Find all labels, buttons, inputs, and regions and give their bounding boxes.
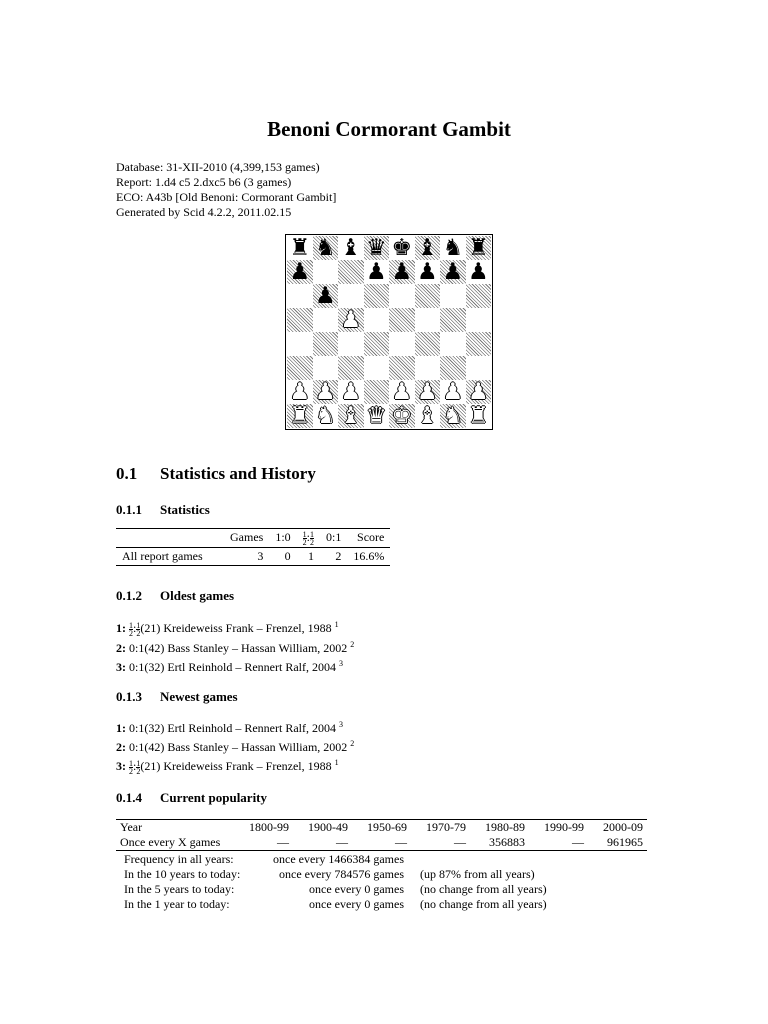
black-pawn-icon: ♟ (365, 258, 387, 285)
board-square (287, 308, 313, 332)
white-pawn-icon: ♟ (340, 378, 362, 405)
subsection-heading-oldest: 0.1.2 Oldest games (116, 588, 235, 603)
white-bishop-icon: ♝ (416, 402, 438, 429)
board-square (338, 356, 364, 380)
board-square (389, 308, 415, 332)
frequency-note: (no change from all years) (420, 897, 547, 911)
board-square (389, 380, 415, 404)
black-pawn-icon: ♟ (314, 282, 336, 309)
game-entry: 1: 0:1(32) Ertl Reinhold – Rennert Ralf, 2004 $^3$ (116, 720, 343, 735)
board-square (313, 284, 339, 308)
frequency-row (116, 897, 556, 912)
white-knight-icon: ♞ (442, 402, 464, 429)
year-cell: 1980-89 (485, 820, 525, 834)
board-square (415, 284, 441, 308)
frequency-value: once every 0 games (309, 882, 404, 896)
board-square (287, 356, 313, 380)
frequency-value: once every 1466384 games (273, 852, 404, 866)
board-square (313, 260, 339, 284)
game-entry: 2: 0:1(42) Bass Stanley – Hassan William, 2002 $^2$ (116, 739, 355, 754)
black-pawn-icon: ♟ (467, 258, 489, 285)
board-square (364, 236, 390, 260)
report-meta (116, 160, 336, 220)
board-square (466, 284, 492, 308)
board-square (364, 380, 390, 404)
board-square (466, 404, 492, 428)
board-square (338, 260, 364, 284)
board-square (338, 404, 364, 428)
board-square (415, 404, 441, 428)
board-square (313, 308, 339, 332)
black-king-icon: ♚ (391, 234, 413, 261)
board-square (389, 236, 415, 260)
board-square (287, 332, 313, 356)
board-square (466, 308, 492, 332)
chess-board (285, 234, 493, 430)
board-square (415, 332, 441, 356)
white-pawn-icon: ♟ (391, 378, 413, 405)
game-entry: 1: $\frac{1}{2}$ : $\frac{1}{2}$ (21) Kreideweiss Frank – Frenzel, 1988 $^1$ (116, 620, 339, 638)
board-square (440, 356, 466, 380)
board-square (389, 356, 415, 380)
white-rook-icon: ♜ (289, 402, 311, 429)
count-cell: — (395, 835, 407, 849)
white-pawn-icon: ♟ (442, 378, 464, 405)
board-square (415, 308, 441, 332)
black-pawn-icon: ♟ (391, 258, 413, 285)
black-bishop-icon: ♝ (340, 234, 362, 261)
board-square (287, 236, 313, 260)
board-square (287, 380, 313, 404)
meta-database: Database: 31-XII-2010 (4,399,153 games) (116, 160, 320, 174)
game-entry: 3: 0:1(32) Ertl Reinhold – Rennert Ralf, 2004 $^3$ (116, 658, 343, 674)
black-bishop-icon: ♝ (416, 234, 438, 261)
board-square (440, 284, 466, 308)
frequency-value: once every 0 games (309, 897, 404, 911)
board-square (466, 332, 492, 356)
oldest-games-list (116, 617, 354, 675)
subsection-heading-popularity: 0.1.4 Current popularity (116, 790, 268, 805)
frequency-note: (no change from all years) (420, 882, 547, 896)
popularity-table (116, 819, 647, 851)
board-square (338, 236, 364, 260)
black-rook-icon: ♜ (467, 234, 489, 261)
white-bishop-icon: ♝ (340, 402, 362, 429)
board-square (440, 308, 466, 332)
white-rook-icon: ♜ (467, 402, 489, 429)
board-square (440, 332, 466, 356)
board-square (287, 260, 313, 284)
board-square (440, 236, 466, 260)
board-square (313, 236, 339, 260)
meta-eco: ECO: A43b [Old Benoni: Cormorant Gambit] (116, 190, 337, 204)
year-cell: 1990-99 (544, 820, 584, 834)
count-cell: — (336, 835, 348, 849)
frequency-label: In the 5 years to today: (124, 882, 235, 896)
black-queen-icon: ♛ (365, 234, 387, 261)
year-cell: 1800-99 (249, 820, 289, 834)
meta-generated: Generated by Scid 4.2.2, 2011.02.15 (116, 205, 292, 219)
frequency-label: In the 10 years to today: (124, 867, 241, 881)
count-cell: 356883 (489, 835, 525, 849)
col-games: Games (224, 529, 269, 548)
board-square (466, 260, 492, 284)
newest-games-list (116, 717, 354, 775)
black-pawn-icon: ♟ (289, 258, 311, 285)
board-square (389, 284, 415, 308)
board-square (415, 356, 441, 380)
subsection-heading-statistics: 0.1.1 Statistics (116, 502, 210, 517)
game-entry: 3: $\frac{1}{2}$ : $\frac{1}{2}$ (21) Kreideweiss Frank – Frenzel, 1988 $^1$ (116, 758, 339, 776)
board-square (389, 332, 415, 356)
board-square (364, 356, 390, 380)
frequency-label: Frequency in all years: (124, 852, 234, 866)
board-square (338, 308, 364, 332)
board-square (440, 380, 466, 404)
board-square (389, 260, 415, 284)
board-square (313, 356, 339, 380)
board-square (466, 356, 492, 380)
board-square (338, 380, 364, 404)
statistics-table (116, 528, 390, 566)
black-knight-icon: ♞ (442, 234, 464, 261)
page-title: Benoni Cormorant Gambit (267, 117, 511, 141)
frequency-label: In the 1 year to today: (124, 897, 230, 911)
col-draws: $\frac{1}{2}$ : $\frac{1}{2}$ (297, 529, 320, 548)
col-white-wins: 1:0 (269, 529, 296, 548)
white-pawn-icon: ♟ (416, 378, 438, 405)
frequency-row (116, 852, 556, 867)
col-black-wins: 0:1 (320, 529, 347, 548)
frequency-row (116, 867, 556, 882)
section-heading: 0.1 Statistics and History (116, 464, 316, 483)
year-cell: 1950-69 (367, 820, 407, 834)
board-square (415, 380, 441, 404)
table-row-counts: Once every X games — — — — 356883 — 961965 (116, 835, 647, 851)
board-square (338, 332, 364, 356)
count-cell: — (572, 835, 584, 849)
board-square (364, 284, 390, 308)
frequency-value: once every 784576 games (279, 867, 404, 881)
board-square (415, 236, 441, 260)
year-cell: 1970-79 (426, 820, 466, 834)
count-cell: — (277, 835, 289, 849)
year-cell: 1900-49 (308, 820, 348, 834)
frequency-summary (116, 852, 556, 912)
board-square (440, 260, 466, 284)
black-pawn-icon: ♟ (442, 258, 464, 285)
white-queen-icon: ♛ (365, 402, 387, 429)
subsection-heading-newest: 0.1.3 Newest games (116, 689, 238, 704)
white-pawn-icon: ♟ (340, 306, 362, 333)
white-pawn-icon: ♟ (467, 378, 489, 405)
black-knight-icon: ♞ (314, 234, 336, 261)
board-square (466, 380, 492, 404)
board-square (389, 404, 415, 428)
board-square (313, 380, 339, 404)
board-square (364, 308, 390, 332)
table-row-years: Year 1800-99 1900-49 1950-69 1970-79 1980-89 1990-99 2000-09 (116, 820, 647, 836)
board-square (338, 284, 364, 308)
game-entry: 2: 0:1(42) Bass Stanley – Hassan William, 2002 $^2$ (116, 639, 355, 655)
count-cell: — (454, 835, 466, 849)
board-square (415, 260, 441, 284)
table-header-row (116, 529, 390, 548)
white-king-icon: ♚ (391, 402, 413, 429)
board-square (287, 404, 313, 428)
col-score: Score (347, 529, 390, 548)
count-cell: 961965 (607, 835, 643, 849)
frequency-row (116, 882, 556, 897)
white-pawn-icon: ♟ (289, 378, 311, 405)
board-square (440, 404, 466, 428)
year-cell: 2000-09 (603, 820, 643, 834)
white-pawn-icon: ♟ (314, 378, 336, 405)
board-square (466, 236, 492, 260)
board-square (364, 260, 390, 284)
board-square (313, 404, 339, 428)
board-square (287, 284, 313, 308)
frequency-note: (up 87% from all years) (420, 867, 535, 881)
white-knight-icon: ♞ (314, 402, 336, 429)
board-square (364, 404, 390, 428)
meta-report: Report: 1.d4 c5 2.dxc5 b6 (3 games) (116, 175, 292, 189)
board-square (364, 332, 390, 356)
board-square (313, 332, 339, 356)
table-row: All report games 3 0 1 2 16.6% (116, 547, 390, 565)
black-rook-icon: ♜ (289, 234, 311, 261)
black-pawn-icon: ♟ (416, 258, 438, 285)
